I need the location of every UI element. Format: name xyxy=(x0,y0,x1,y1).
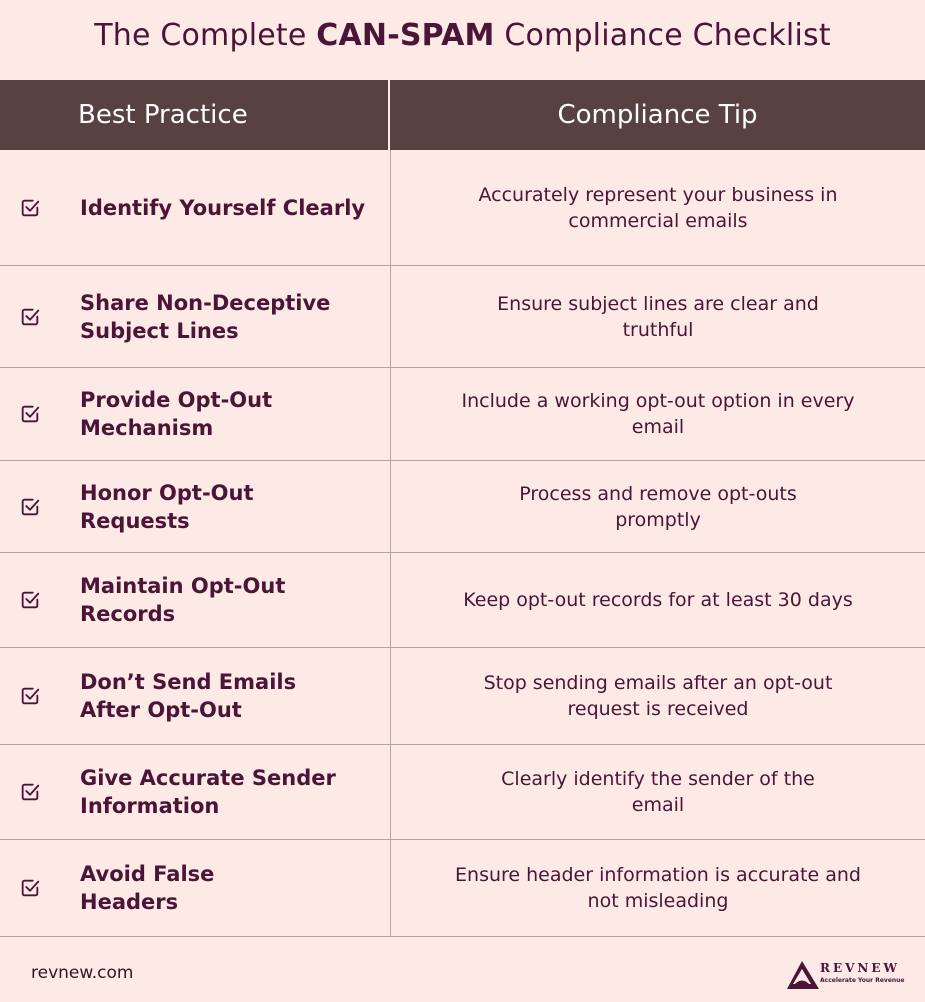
tip-text: Stop sending emails after an opt-out request is received xyxy=(483,672,833,720)
header-best-practice: Best Practice xyxy=(0,80,390,150)
table-row xyxy=(0,553,925,648)
table-row xyxy=(0,368,925,461)
practice-cell xyxy=(0,553,391,647)
tip-cell xyxy=(391,150,925,265)
table-row xyxy=(0,745,925,840)
checkbox-check-icon xyxy=(19,306,41,328)
practice-cell xyxy=(0,368,391,460)
tip-cell xyxy=(391,461,925,552)
table-header xyxy=(0,80,925,150)
title-highlight: CAN-SPAM xyxy=(316,18,495,53)
title-suffix: Compliance Checklist xyxy=(494,18,831,53)
practice-cell xyxy=(0,840,391,936)
tip-cell xyxy=(391,840,925,936)
table-row xyxy=(0,150,925,266)
tip-text: Include a working opt-out option in every email xyxy=(461,390,855,438)
practice-label: Share Non-Deceptive Subject Lines xyxy=(80,290,331,343)
practice-label: Provide Opt-Out Mechanism xyxy=(80,388,273,440)
table-row xyxy=(0,461,925,553)
checkbox-check-icon xyxy=(19,781,41,803)
practice-label: Identify Yourself Clearly xyxy=(80,195,366,220)
table-row xyxy=(0,266,925,368)
logo-tagline: Accelerate Your Revenue xyxy=(820,977,905,984)
tip-cell xyxy=(391,368,925,460)
checkbox-check-icon xyxy=(19,685,41,707)
tip-cell xyxy=(391,745,925,839)
tip-text: Ensure header information is accurate and not misleading xyxy=(455,864,861,912)
tip-cell xyxy=(391,266,925,367)
practice-cell xyxy=(0,648,391,744)
table-row xyxy=(0,840,925,937)
tip-text: Clearly identify the sender of the email xyxy=(501,768,815,816)
checkbox-check-icon xyxy=(19,197,41,219)
revnew-logo xyxy=(786,960,916,992)
tip-text: Keep opt-out records for at least 30 days xyxy=(463,589,853,611)
tip-cell xyxy=(391,553,925,647)
logo-brand: REVNEW xyxy=(820,961,901,975)
checklist-table xyxy=(0,80,925,937)
tip-text: Ensure subject lines are clear and truthful xyxy=(497,292,819,341)
checkbox-check-icon xyxy=(19,589,41,611)
checkbox-check-icon xyxy=(19,496,41,518)
checkbox-check-icon xyxy=(19,877,41,899)
tip-text: Accurately represent your business in commercial emails xyxy=(478,183,838,232)
practice-label: Avoid False Headers xyxy=(80,862,215,914)
footer-url: revnew.com xyxy=(31,963,134,983)
title-prefix: The Complete xyxy=(94,18,317,53)
practice-cell xyxy=(0,150,391,265)
practice-label: Don’t Send Emails After Opt-Out xyxy=(80,670,297,722)
tip-text: Process and remove opt-outs promptly xyxy=(519,482,797,531)
mountain-logo-icon xyxy=(786,960,820,990)
header-compliance-tip: Compliance Tip xyxy=(557,100,758,130)
practice-cell xyxy=(0,745,391,839)
table-row xyxy=(0,648,925,745)
tip-cell xyxy=(391,648,925,744)
practice-cell xyxy=(0,266,391,367)
practice-label: Honor Opt-Out Requests xyxy=(80,480,254,533)
practice-label: Give Accurate Sender Information xyxy=(80,766,336,818)
checkbox-check-icon xyxy=(19,403,41,425)
page-title xyxy=(0,18,925,53)
practice-label: Maintain Opt-Out Records xyxy=(80,574,286,626)
practice-cell xyxy=(0,461,391,552)
